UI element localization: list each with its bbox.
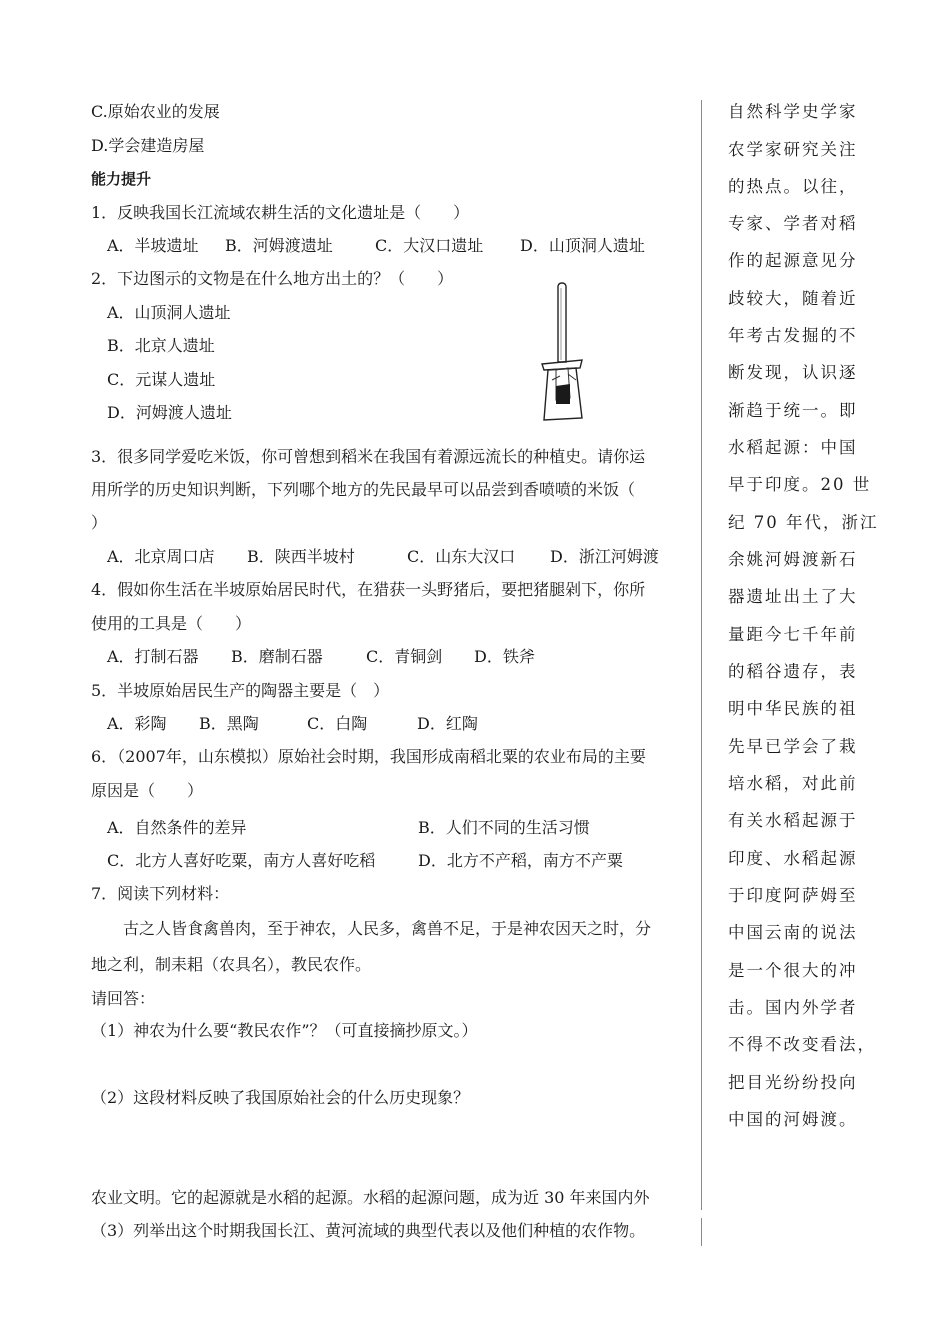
sidebar-line: 自然科学史学家 xyxy=(728,102,858,121)
q4-option-a[interactable]: A．打制石器 xyxy=(107,647,199,666)
sidebar-line: 量距今七千年前 xyxy=(728,625,858,644)
q3-option-d[interactable]: D．浙江河姆渡 xyxy=(550,547,659,566)
option-c-prev: C.原始农业的发展 xyxy=(91,102,220,121)
q4-stem-1: 4．假如你生活在半坡原始居民时代，在猎获一头野猪后，要把猪腿剁下，你所 xyxy=(91,580,646,599)
q4-option-d[interactable]: D．铁斧 xyxy=(474,647,535,666)
q5-option-b[interactable]: B．黑陶 xyxy=(199,714,259,733)
q6-options-row1 xyxy=(107,818,590,838)
q5-option-d[interactable]: D．红陶 xyxy=(417,714,478,733)
q1-stem: 1．反映我国长江流域农耕生活的文化遗址是（ ） xyxy=(91,203,470,222)
q6-stem-2: 原因是（ ） xyxy=(91,781,204,800)
sidebar-line: 断发现，认识逐 xyxy=(728,363,858,382)
sidebar-line: 中国云南的说法 xyxy=(728,923,858,942)
q4-stem-2: 使用的工具是（ ） xyxy=(91,614,252,633)
sidebar-line: 印度、水稻起源 xyxy=(728,849,858,868)
option-d-prev: D.学会建造房屋 xyxy=(91,136,205,155)
q3-option-a[interactable]: A．北京周口店 xyxy=(107,547,215,566)
sidebar-line: 纪 70 年代，浙江 xyxy=(728,513,879,532)
q6-option-b[interactable]: B．人们不同的生活习惯 xyxy=(418,818,590,837)
q4-option-c[interactable]: C．青铜剑 xyxy=(366,647,443,666)
q3-option-c[interactable]: C．山东大汉口 xyxy=(407,547,516,566)
section-title: 能力提升 xyxy=(91,170,152,188)
q7-sub-question-2: （2）这段材料反映了我国原始社会的什么历史现象？ xyxy=(91,1088,470,1107)
sidebar-line: 是一个很大的冲 xyxy=(728,961,858,980)
q4-options xyxy=(107,647,535,667)
q3-option-b[interactable]: B．陕西半坡村 xyxy=(247,547,355,566)
q3-options xyxy=(107,547,659,567)
q5-option-a[interactable]: A．彩陶 xyxy=(107,714,167,733)
q2-option-d[interactable]: D．河姆渡人遗址 xyxy=(107,403,232,422)
q2-option-a[interactable]: A．山顶洞人遗址 xyxy=(107,303,231,322)
q2-option-c[interactable]: C．元谋人遗址 xyxy=(107,370,216,389)
sidebar-line: 专家、学者对稻 xyxy=(728,214,858,233)
sidebar-line: 中国的河姆渡。 xyxy=(728,1110,858,1129)
sidebar-line: 作的起源意见分 xyxy=(728,251,858,270)
sidebar-line: 早于印度。20 世 xyxy=(728,475,872,494)
column-divider-lower xyxy=(701,1218,702,1246)
q2-option-b[interactable]: B．北京人遗址 xyxy=(107,336,215,355)
sidebar-line: 农学家研究关注 xyxy=(728,140,858,159)
sidebar-line: 歧较大，随着近 xyxy=(728,289,858,308)
q3-stem-3: ） xyxy=(91,513,108,532)
q7-stem: 7．阅读下列材料： xyxy=(91,884,230,903)
q6-option-d[interactable]: D．北方不产稻，南方不产粟 xyxy=(418,851,623,870)
q7-sub-question-3: （3）列举出这个时期我国长江、黄河流域的典型代表以及他们种植的农作物。 xyxy=(91,1221,646,1240)
sidebar-line: 年考古发掘的不 xyxy=(728,326,858,345)
sidebar-line: 于印度阿萨姆至 xyxy=(728,886,858,905)
q1-option-c[interactable]: C．大汉口遗址 xyxy=(375,236,484,255)
q3-stem-1: 3．很多同学爱吃米饭，你可曾想到稻米在我国有着源远流长的种植史。请你运 xyxy=(91,447,646,466)
column-divider xyxy=(701,100,702,1210)
sidebar-line: 的稻谷遗存，表 xyxy=(728,662,858,681)
q7-material-2: 地之利，制耒耜（农具名），教民农作。 xyxy=(91,955,372,974)
sidebar-line: 培水稻，对此前 xyxy=(728,774,858,793)
q6-options-row2 xyxy=(107,851,623,871)
sidebar-line: 先早已学会了栽 xyxy=(728,737,858,756)
q2-stem: 2．下边图示的文物是在什么地方出土的？（ ） xyxy=(91,269,454,288)
q7-material-1: 古之人皆食禽兽肉，至于神农，人民多，禽兽不足，于是神农因天之时，分 xyxy=(123,919,652,938)
q6-option-a[interactable]: A．自然条件的差异 xyxy=(107,818,247,837)
sidebar-line: 不得不改变看法， xyxy=(728,1035,876,1054)
overflow-text-line: 农业文明。它的起源就是水稻的起源。水稻的起源问题，成为近 30 年来国内外 xyxy=(91,1188,650,1207)
q5-option-c[interactable]: C．白陶 xyxy=(307,714,368,733)
q1-option-b[interactable]: B．河姆渡遗址 xyxy=(225,236,333,255)
q7-prompt: 请回答： xyxy=(91,989,156,1008)
sidebar-line: 的热点。以往， xyxy=(728,177,858,196)
sidebar-line: 渐趋于统一。即 xyxy=(728,401,858,420)
sidebar-line: 水稻起源：中国 xyxy=(728,438,858,457)
sidebar-line: 把目光纷纷投向 xyxy=(728,1073,858,1092)
sidebar-line: 有关水稻起源于 xyxy=(728,811,858,830)
q4-option-b[interactable]: B．磨制石器 xyxy=(231,647,323,666)
q5-stem: 5．半坡原始居民生产的陶器主要是（ ） xyxy=(91,681,390,700)
sidebar-line: 器遗址出土了大 xyxy=(728,587,858,606)
q1-option-d[interactable]: D．山顶洞人遗址 xyxy=(520,236,645,255)
sidebar-line: 击。国内外学者 xyxy=(728,998,858,1017)
q6-option-c[interactable]: C．北方人喜好吃粟，南方人喜好吃稻 xyxy=(107,851,376,870)
q5-options xyxy=(107,714,478,734)
q6-stem-1: 6．（2007年，山东模拟）原始社会时期，我国形成南稻北粟的农业布局的主要 xyxy=(91,747,646,766)
q1-option-a[interactable]: A．半坡遗址 xyxy=(107,236,199,255)
sidebar-line: 余姚河姆渡新石 xyxy=(728,550,858,569)
q7-sub-question-1: （1）神农为什么要“教民农作”？（可直接摘抄原文。） xyxy=(91,1021,478,1040)
q3-stem-2: 用所学的历史知识判断，下列哪个地方的先民最早可以品尝到香喷喷的米饭（ xyxy=(91,480,636,499)
sidebar-line: 明中华民族的祖 xyxy=(728,699,858,718)
q1-options xyxy=(107,236,645,256)
artifact-illustration xyxy=(532,280,592,426)
